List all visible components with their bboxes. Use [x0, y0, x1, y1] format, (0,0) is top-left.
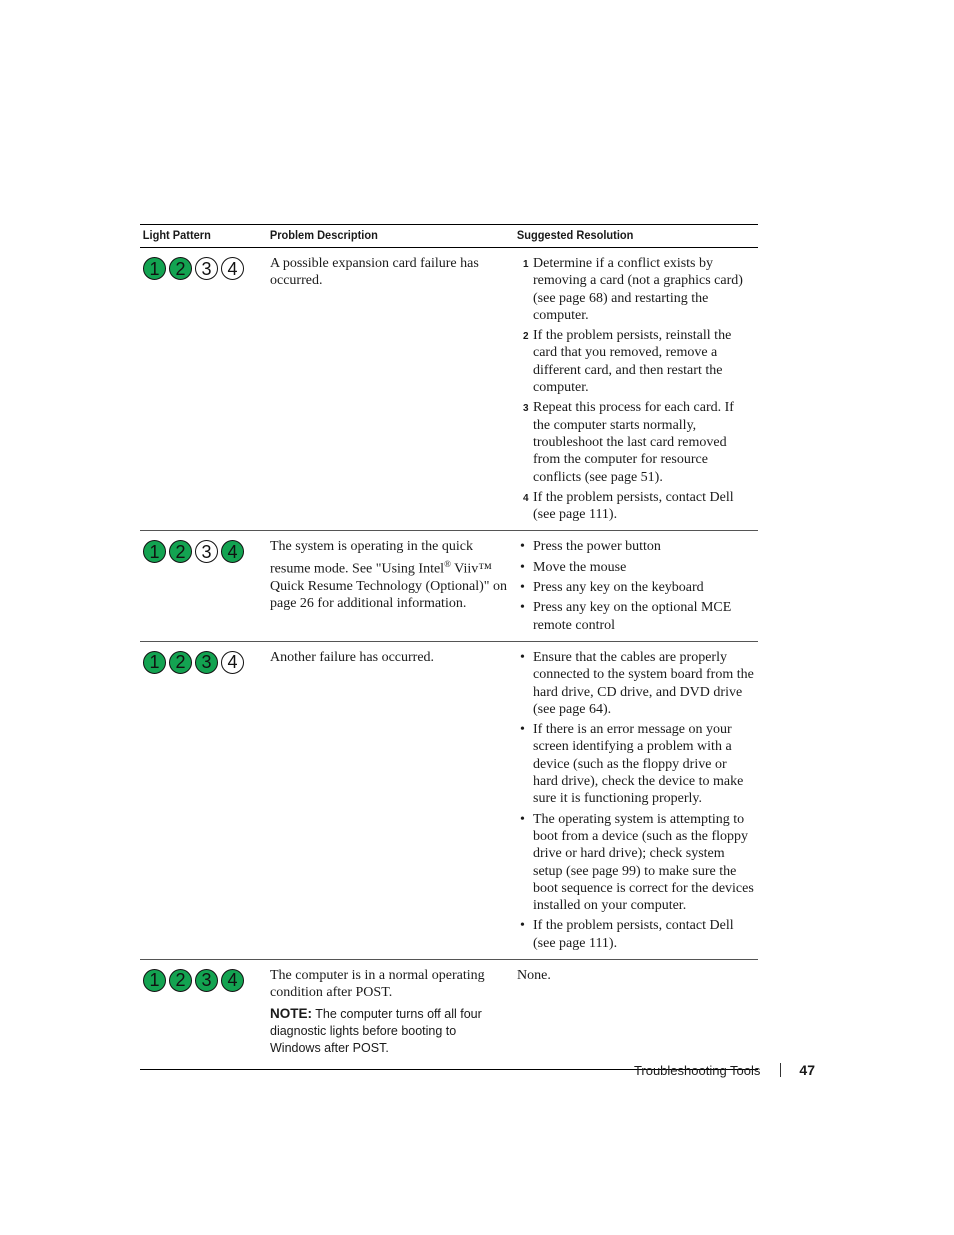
bullet-text: Move the mouse	[533, 559, 627, 575]
bullet-text: The operating system is attempting to boot from a device (such as the floppy drive or hard drive); check system setup (see page 99) to make sure the boot sequence is correct for the devices installed on your computer.	[533, 811, 754, 914]
list-item	[517, 579, 754, 596]
list-item	[517, 399, 754, 485]
list-item	[517, 559, 754, 576]
bullet-text: If the problem persists, contact Dell (see page 111).	[533, 918, 734, 951]
diagnostic-light-icon: 4	[221, 969, 244, 992]
diagnostic-light-icon: 1	[143, 540, 166, 563]
light-pattern-cell	[140, 248, 268, 531]
table-header-row	[140, 225, 758, 248]
diagnostic-lights	[143, 969, 268, 992]
step-text: Determine if a conflict exists by removing a card (not a graphics card) (see page 68) and restarting the computer.	[533, 256, 743, 323]
diagnostic-light-icon: 1	[143, 257, 166, 280]
list-item	[517, 721, 754, 807]
list-item	[517, 917, 754, 952]
suggested-resolution	[515, 531, 758, 641]
light-pattern-cell	[140, 531, 268, 641]
suggested-resolution	[515, 641, 758, 959]
registered-mark: ®	[444, 558, 451, 569]
page-footer	[600, 1062, 815, 1078]
bullet-text: Ensure that the cables are properly connected to the system board from the hard drive, CD drive, and DVD drive (see page 64).	[533, 649, 754, 717]
suggested-resolution: None.	[515, 959, 758, 1069]
bullet-icon: •	[520, 722, 525, 738]
diagnostic-light-icon: 4	[221, 651, 244, 674]
page-number: 47	[799, 1062, 815, 1078]
step-text: Repeat this process for each card. If the computer starts normally, troubleshoot the last card removed from the computer for resource conflicts (see page 51).	[533, 400, 734, 485]
note	[270, 1005, 507, 1058]
step-number: 2	[523, 331, 529, 343]
description-text: Viiv™ Quick Resume Technology (Optional)" on page 26 for additional information.	[270, 561, 507, 611]
footer-section-title: Troubleshooting Tools	[633, 1062, 761, 1078]
list-item	[517, 811, 754, 915]
list-item	[517, 327, 754, 396]
step-number: 3	[523, 403, 529, 415]
suggested-resolution	[515, 248, 758, 531]
diagnostic-light-icon: 3	[195, 969, 218, 992]
header-suggested-resolution: Suggested Resolution	[515, 225, 739, 248]
bullet-icon: •	[520, 600, 525, 616]
list-item	[517, 538, 754, 555]
bullet-icon: •	[520, 918, 525, 934]
diagnostic-light-icon: 3	[195, 651, 218, 674]
header-problem-description: Problem Description	[268, 225, 495, 248]
resolution-steps	[517, 255, 754, 523]
diagnostic-light-icon: 1	[143, 969, 166, 992]
problem-description	[268, 531, 515, 641]
footer-divider	[780, 1063, 781, 1077]
bullet-icon: •	[520, 539, 525, 555]
table-row	[140, 248, 758, 531]
bullet-text: Press any key on the optional MCE remote control	[533, 600, 732, 633]
description-text: The computer is in a normal operating condition after POST.	[270, 967, 485, 1001]
note-label: NOTE:	[270, 1005, 312, 1021]
list-item	[517, 489, 754, 524]
diagnostic-light-icon: 4	[221, 540, 244, 563]
list-item	[517, 255, 754, 324]
resolution-bullets	[517, 538, 754, 633]
note-text: The computer turns off all four diagnostic lights before booting to Windows after POST.	[270, 1006, 482, 1056]
bullet-text: Press the power button	[533, 539, 661, 555]
diagnostic-light-icon: 3	[195, 540, 218, 563]
problem-description: Another failure has occurred.	[268, 641, 515, 959]
diagnostic-lights	[143, 540, 268, 563]
table-row	[140, 959, 758, 1069]
list-item	[517, 649, 754, 718]
bullet-text: If there is an error message on your screen identifying a problem with a device (such as the floppy drive or hard drive), check the device to make sure it is functioning properly.	[533, 722, 744, 807]
description-text: The system is operating in the quick resume mode. See "Using Intel	[270, 539, 473, 577]
problem-description: A possible expansion card failure has occurred.	[268, 248, 515, 531]
bullet-icon: •	[520, 649, 525, 665]
diagnostic-lights	[143, 651, 268, 674]
bullet-icon: •	[520, 580, 525, 596]
problem-description	[268, 959, 515, 1069]
diagnostic-lights-table	[140, 224, 758, 1070]
diagnostic-light-icon: 2	[169, 540, 192, 563]
step-text: If the problem persists, reinstall the card that you removed, remove a different card, and then restart the computer.	[533, 328, 732, 396]
diagnostic-light-icon: 2	[169, 651, 192, 674]
resolution-bullets	[517, 649, 754, 952]
light-pattern-cell	[140, 959, 268, 1069]
bullet-icon: •	[520, 559, 525, 575]
table-row	[140, 641, 758, 959]
diagnostic-light-icon: 3	[195, 257, 218, 280]
step-number: 4	[523, 492, 529, 504]
step-number: 1	[523, 259, 529, 270]
diagnostic-light-icon: 1	[143, 651, 166, 674]
diagnostic-lights	[143, 257, 268, 280]
list-item	[517, 599, 754, 634]
bullet-icon: •	[520, 811, 525, 827]
header-light-pattern: Light Pattern	[140, 225, 258, 248]
light-pattern-cell	[140, 641, 268, 959]
diagnostic-light-icon: 4	[221, 257, 244, 280]
diagnostic-light-icon: 2	[169, 257, 192, 280]
diagnostic-light-icon: 2	[169, 969, 192, 992]
table-row	[140, 531, 758, 641]
step-text: If the problem persists, contact Dell (see page 111).	[533, 489, 734, 523]
bullet-text: Press any key on the keyboard	[533, 580, 704, 596]
